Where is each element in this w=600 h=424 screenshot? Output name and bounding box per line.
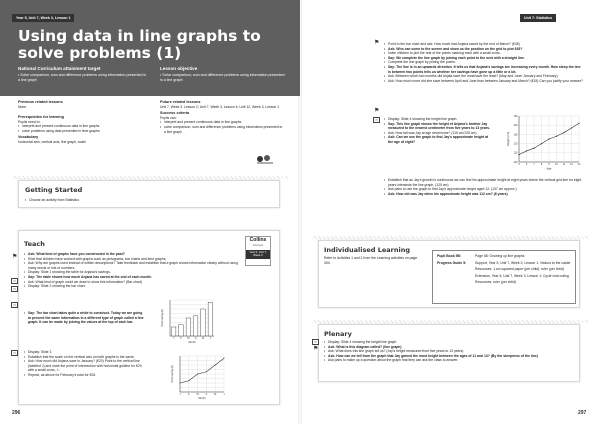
x-tick-label: F: [180, 337, 182, 340]
x-tick-label: F: [188, 393, 190, 396]
slide-icon: ▭: [11, 286, 18, 292]
unit-tab: Unit 7: Statistics: [520, 14, 556, 22]
list-item: • Ask: How can we tell from the graph that Jay gained the most height between the ages of 11 and 13? (By the steepness of the line): [324, 354, 574, 359]
x-tick-label: J: [173, 337, 175, 340]
slide-icon: ▭: [11, 302, 18, 308]
y-tick-label: 150: [513, 114, 518, 118]
x-tick-label: J: [223, 393, 225, 396]
resource-row: [437, 254, 571, 259]
x-tick-label: 10: [555, 163, 558, 166]
collins-ref: Year 5, Unit 7, Week 3: [246, 250, 270, 260]
flag-icon: ⚑: [313, 346, 319, 352]
resource-label: Progress Guide 5:: [437, 260, 467, 265]
data-point: [548, 138, 549, 139]
x-tick-label: 9: [548, 163, 550, 166]
y-tick-label: 140: [513, 124, 518, 128]
x-tick-label: M: [214, 393, 217, 396]
list-item: • Repeat, as above for February's total for €25.: [24, 373, 146, 378]
y-tick-label: 120: [513, 142, 518, 146]
teach-list-mid: [24, 311, 146, 325]
flag-icon: ⚑: [12, 254, 18, 260]
bar: [208, 302, 212, 336]
list-item: • Ask: What kind of graphs have you constructed in the past?: [24, 252, 244, 257]
slide-icon: ▭: [312, 339, 319, 345]
page-title: Using data in line graphs to solve problems (1): [18, 27, 261, 62]
x-tick-label: A: [194, 337, 197, 340]
y-axis-label: Height (cm): [506, 131, 510, 147]
list-item: • Ask: What kind of graph could we draw to show this information? (Bar chart): [24, 280, 244, 285]
vocab-text: horizontal axis, vertical axis, line graph, scale: [18, 139, 86, 144]
plenary-heading: Plenary: [324, 330, 352, 338]
line-chart-savings: [170, 352, 230, 400]
list-item: • Establish that the scale on the vertical axis on both graphs is the same.: [24, 355, 146, 360]
nc-target: [18, 66, 148, 83]
individual-heading: Individualised Learning: [324, 246, 410, 254]
stripe-divider: [12, 176, 288, 179]
list-item: • Say: This line graph shows the height of Anjana's brother Jay measured to the nearest centimetre from five years to 13 years.: [384, 122, 494, 131]
teach-list-bottom: [24, 350, 146, 378]
data-point: [526, 150, 527, 151]
list-item: • Ask: How much more did she save between April and June than between January and March? (€15) Can you justify your answer?: [384, 79, 584, 84]
y-tick-label: 100: [513, 160, 518, 164]
prereq-list: [18, 124, 148, 133]
nc-text: • Solve comparison, sum and difference problems using information presented in a line graph: [18, 73, 147, 83]
line-chart-height: [505, 110, 585, 172]
lesson-tab: Year 5, Unit 7, Week 3, Lesson 1: [12, 14, 74, 22]
future-text: Unit 7, Week 3, Lesson 2; Unit 7, Week 3, Lesson 4; Unit 12, Week 3, Lesson 1: [160, 105, 280, 110]
right-list-mid: [384, 117, 494, 145]
x-tick-label: M: [202, 337, 204, 340]
getting-started-heading: Getting Started: [25, 186, 83, 194]
resource-text: Page 68: Growing up line graphs: [475, 254, 525, 258]
slide-icon: ▭: [11, 350, 18, 356]
list-item: • Say: We complete the line graph by joining each point to the next with a straight line.: [384, 56, 584, 61]
stripe-divider: [312, 320, 588, 323]
plenary-list: [324, 340, 574, 363]
success-heading: Success criteria: [160, 110, 190, 115]
bar: [179, 325, 183, 336]
stripe-divider: [312, 236, 588, 239]
getting-started-list: [25, 198, 273, 203]
list-item: • Choose an activity from Statistics: [25, 198, 273, 203]
y-axis-label: Total saving (€): [171, 365, 174, 383]
flag-icon: ⚑: [374, 108, 380, 114]
x-axis-label: Month: [198, 397, 206, 400]
data-point: [563, 132, 564, 133]
bar: [171, 327, 175, 336]
list-item: • Ask: Can we use the graph to find Jay's approximate height at the age of eight?: [384, 135, 494, 144]
x-tick-label: 6: [525, 163, 528, 166]
vocab-heading: Vocabulary: [18, 134, 39, 139]
bar-chart: [160, 296, 220, 344]
list-item: • Elicit that children have worked with graphs such as pictograms, bar charts and time graphs.: [24, 257, 244, 262]
success-list: [160, 120, 285, 134]
list-item: • Ask: Between which two months did Anjala save the most/save the least? (May and June/ January and February): [384, 74, 584, 79]
x-tick-label: M: [196, 393, 199, 396]
success-text: Pupils can:: [160, 115, 177, 120]
x-tick-label: 8: [540, 163, 543, 166]
list-item: • solve problems using data presented in time graphs: [18, 129, 148, 134]
resource-text: Resources: 1 cm squared paper (per child), ruler (per child): [475, 267, 564, 272]
prev-heading: Previous related lessons: [18, 100, 63, 104]
nc-heading: National Curriculum attainment target: [18, 66, 101, 71]
data-point: [518, 154, 519, 155]
list-item: • Ask pairs to make up a question about the graph that they can ask the class to answer.: [324, 358, 574, 363]
resource-row: [437, 274, 571, 279]
y-tick-label: 110: [513, 151, 518, 155]
list-item: • Display: Slide 3: [24, 350, 146, 355]
list-item: • Ask: Why are graphs used instead of written descriptions? Take feedback and establish that a graph shows information clearly without using many words or lots of numbers.: [24, 261, 244, 270]
data-point: ×: [214, 363, 216, 367]
x-tick-label: 11: [562, 163, 566, 166]
bar: [193, 316, 197, 336]
data-point: [541, 143, 542, 144]
data-point: [578, 123, 579, 124]
list-item: • interpret and present continuous data in line graphs: [18, 124, 148, 129]
prereq-heading: Prerequisites for learning: [18, 114, 64, 119]
collins-name: Collins: [249, 237, 267, 243]
objective-text: • Solve comparison, sum and difference problems using information presented in a line graph: [160, 73, 285, 83]
resource-row: [437, 261, 571, 266]
slide-icon: ▭: [373, 117, 380, 123]
list-item: • Complete the line graph by joining the points.: [384, 60, 584, 65]
x-tick-label: J: [179, 393, 181, 396]
data-point: [556, 136, 557, 137]
getting-started-panel: [18, 180, 280, 208]
x-tick-label: M: [187, 337, 190, 340]
x-tick-label: J: [209, 337, 211, 340]
info-left: [18, 100, 148, 144]
list-item: • Display: Slide 1 showing the table for Anjana's savings.: [24, 270, 244, 275]
list-item: • interpret and present continuous data in line graphs: [160, 120, 285, 125]
slide-icon: ▭: [11, 278, 18, 284]
list-item: • Ask: How old was Jay when his approximate height was 112 cm? (6 years): [384, 192, 584, 197]
data-point: ×: [196, 372, 199, 376]
teach-heading: Teach: [24, 240, 45, 248]
y-tick-label: 130: [513, 133, 518, 137]
series-line: [180, 358, 224, 383]
list-item: • Ask: What is this diagram called? (line graph): [324, 345, 574, 350]
bar: [186, 318, 190, 336]
list-item: • Say: The bar chart takes quite a while to construct. Today we are going to present the same information in a different type of graph called a line graph. It can be made by joining the values at the top of each bar.: [24, 311, 146, 325]
list-item: • Establish that as Jay's growth is continuous we can find his approximate height at eight years where the vertical grid line for eight years intersects the line graph. (120 cm): [384, 178, 584, 187]
prev-text: None: [18, 105, 27, 110]
character-illustration: [255, 152, 275, 164]
data-point: [571, 127, 572, 128]
list-item: • Ask: How much did Anjana save in January? (€20) Point to the vertical line (labelled J) and mark the point of intersection with horizontal gridline for €20 with a small cross, ×.: [24, 359, 146, 373]
resource-label: [437, 274, 475, 279]
resource-label: Pupil Book 5B:: [437, 254, 462, 258]
resource-label: [437, 280, 475, 285]
data-point: ×: [188, 379, 190, 383]
right-list-bottom: [384, 178, 584, 196]
right-list-top: [384, 42, 584, 83]
data-point: ×: [223, 357, 225, 361]
x-axis-label: Age: [546, 166, 552, 171]
page-number-left: 296: [12, 410, 21, 416]
list-item: • Say: The table shows how much Anjana has saved at the end of each month.: [24, 275, 244, 280]
list-item: • Display: Slide 2 showing the bar chart.: [24, 284, 244, 289]
list-item: • Display: Slide 4 showing the height line graph.: [384, 117, 494, 122]
collins-sub: Connect: [252, 242, 264, 247]
resource-text: Extension, Year 5, Unit 7, Week 3, Lesson 1: Cycle club outing: [475, 273, 569, 278]
resource-text: Resources: ruler (per child): [475, 280, 516, 285]
resource-text: Support, Year 5, Unit 7, Week 3, Lesson 1: Visitors to the castle: [475, 260, 571, 265]
objective-heading: Lesson objective: [160, 66, 198, 71]
individual-text: Refer to Activities 1 and 2 from the Learning activities on page 304.: [324, 256, 418, 265]
future-heading: Future related lessons: [160, 100, 201, 104]
resource-label: [437, 267, 475, 272]
x-tick-label: 13: [577, 163, 581, 166]
list-item: • Say: The line is in an upwards direction. It tells us that Anjana's savings are increasing every month. How steep the line is between two points tells us whether her savings have gone up a little or a lot.: [384, 65, 584, 74]
list-item: • Ask: What does this line graph tell us? (Jay's height measured from five years to 13 years): [324, 349, 574, 354]
x-tick-label: A: [205, 393, 208, 396]
page-number-right: 297: [578, 410, 587, 416]
prereq-text: Pupils need to:: [18, 119, 41, 124]
list-item: • Display: Slide 4 showing the height line graph: [324, 340, 574, 345]
x-axis-label: Month: [188, 341, 196, 344]
lesson-objective: [160, 66, 285, 83]
data-point: ×: [205, 370, 208, 374]
data-point: [533, 148, 534, 149]
x-tick-label: 12: [570, 163, 573, 166]
list-item: • solve comparison, sum and difference problems using information presented in a line graph: [160, 125, 285, 134]
list-item: • Ask pairs to use the graph to find Jay's approximate height aged 12. (137 cm approx.): [384, 187, 584, 192]
x-tick-label: 7: [533, 163, 535, 166]
flag-icon: ⚑: [374, 40, 380, 46]
y-axis-label: Total saving (€): [161, 309, 164, 327]
list-item: • Ask: Who can come to the screen and show us the position on the grid to plot €45?: [384, 47, 584, 52]
list-item: • Point to the bar chart and ask: How much had Anjana saved by the end of March? (€45): [384, 42, 584, 47]
teach-list-top: [24, 252, 244, 289]
resources-box: [432, 250, 576, 304]
collins-connect-badge: [245, 236, 271, 266]
data-point: ×: [179, 381, 181, 385]
info-right: [160, 100, 285, 134]
list-item: • Invite children to plot the rest of the points marking each with a small cross.: [384, 51, 584, 56]
bar: [201, 309, 205, 336]
resource-row: [437, 267, 571, 272]
list-item: • Ask: How tall was Jay at age seven/nine? (115 cm/125 cm): [384, 131, 494, 136]
resource-row: [437, 280, 571, 285]
x-tick-label: 5: [518, 163, 520, 166]
